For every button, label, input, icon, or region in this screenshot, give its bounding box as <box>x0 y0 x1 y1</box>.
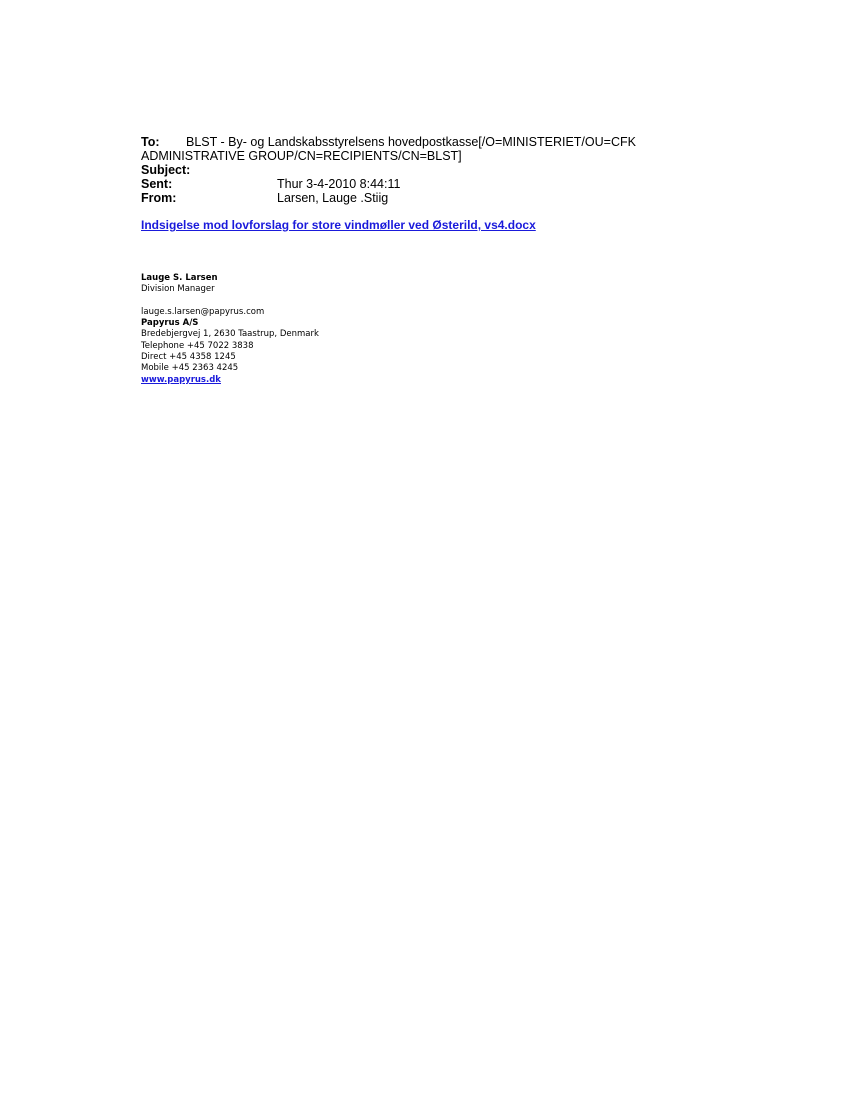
signature-spacer <box>141 296 319 307</box>
subject-label: Subject: <box>141 163 191 177</box>
website-link[interactable]: www.papyrus.dk <box>141 374 221 385</box>
signature-company: Papyrus A/S <box>141 318 199 329</box>
signature-address: Bredebjergvej 1, 2630 Taastrup, Denmark <box>141 329 319 340</box>
to-row <box>141 135 701 149</box>
to-value-continued: ADMINISTRATIVE GROUP/CN=RECIPIENTS/CN=BLST] <box>141 149 462 163</box>
signature-block <box>141 273 319 386</box>
sent-label: Sent: <box>141 177 173 191</box>
attachment-link[interactable]: Indsigelse mod lovforslag for store vindmøller ved Østerild, vs4.docx <box>141 218 536 232</box>
to-label: To: <box>141 135 160 149</box>
signature-title: Division Manager <box>141 284 215 295</box>
to-value: BLST - By- og Landskabsstyrelsens hovedpostkasse[/O=MINISTERIET/OU=CFK <box>186 135 636 149</box>
signature-email[interactable]: lauge.s.larsen@papyrus.com <box>141 306 265 317</box>
signature-direct: Direct +45 4358 1245 <box>141 352 236 363</box>
from-label: From: <box>141 191 177 205</box>
signature-mobile: Mobile +45 2363 4245 <box>141 363 239 374</box>
from-row <box>141 191 701 205</box>
from-value: Larsen, Lauge .Stiig <box>277 191 389 205</box>
signature-name: Lauge S. Larsen <box>141 273 218 283</box>
email-header <box>141 135 701 205</box>
sent-row <box>141 177 701 191</box>
signature-telephone: Telephone +45 7022 3838 <box>141 340 254 351</box>
sent-value: Thur 3-4-2010 8:44:11 <box>277 177 401 191</box>
subject-row <box>141 163 701 177</box>
